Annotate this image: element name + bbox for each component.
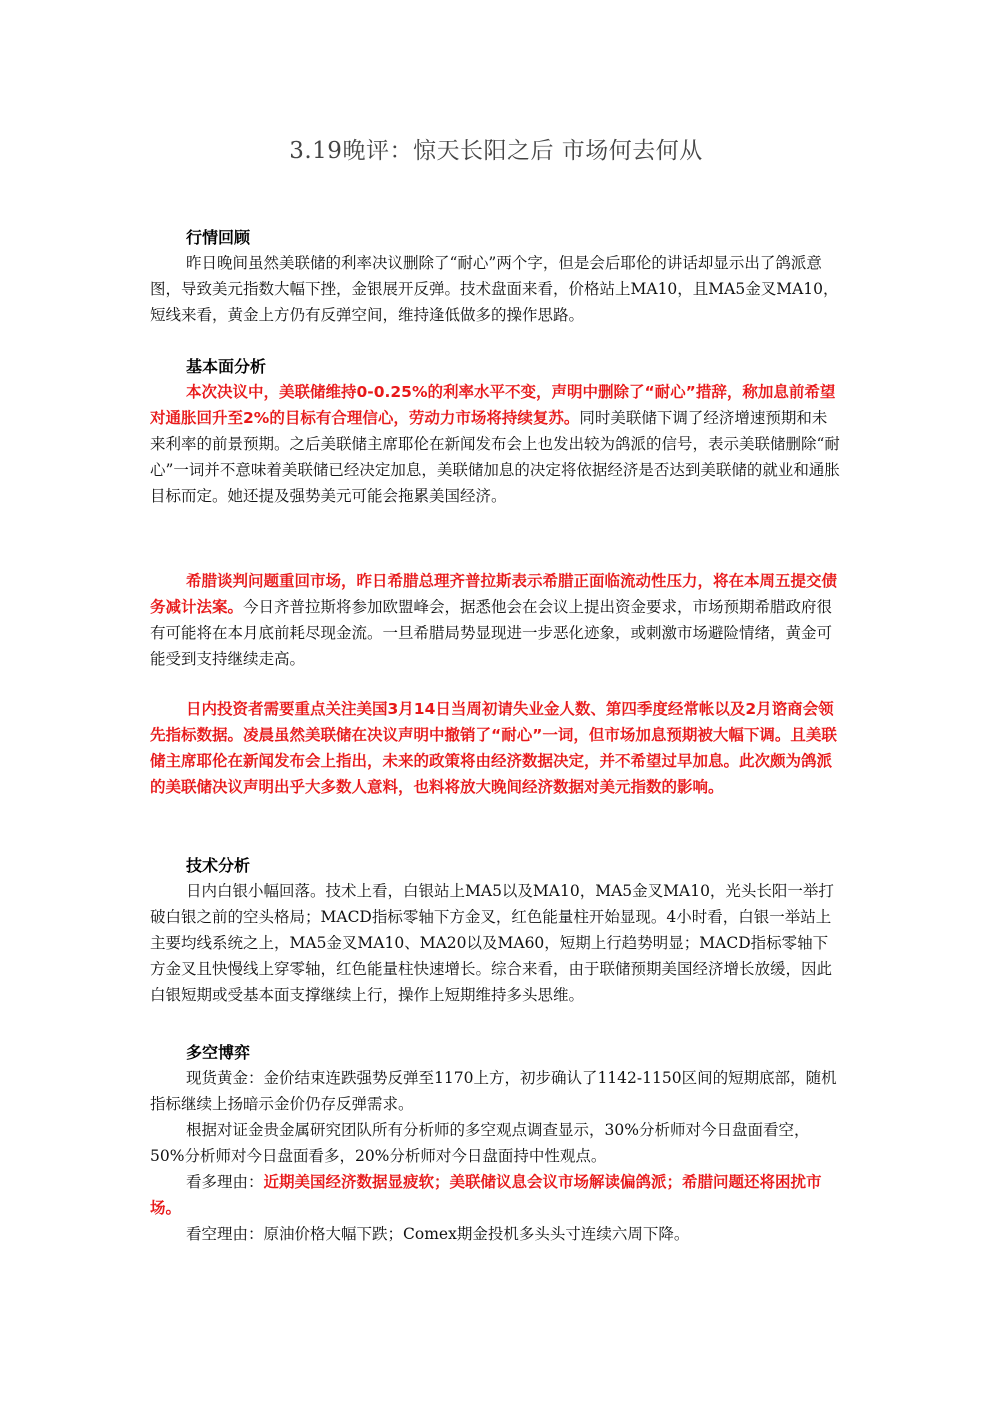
greece-section — [150, 568, 840, 672]
fundamental-paragraph-2 — [150, 568, 840, 672]
battle-section — [150, 1041, 840, 1247]
bear-label: 看空理由： — [186, 1225, 264, 1243]
bear-reason-text: 原油价格大幅下跌；Comex期金投机多头头寸连续六周下降。 — [263, 1225, 690, 1243]
fundamental-paragraph-3 — [150, 696, 840, 800]
technical-heading: 技术分析 — [186, 856, 251, 875]
market-review-text: 昨日晚间虽然美联储的利率决议删除了“耐心”两个字，但是会后耶伦的讲话却显示出了鸽派意图，导致美元指数大幅下挫，金银展开反弹。技术盘面来看，价格站上MA10，且MA5金叉MA10，短线来看，黄金上方仍有反弹空间，维持逢低做多的操作思路。 — [150, 254, 839, 324]
battle-survey-text: 根据对证金贵金属研究团队所有分析师的多空观点调查显示，30%分析师对今日盘面看空，50%分析师对今日盘面看多，20%分析师对今日盘面持中性观点。 — [150, 1121, 810, 1165]
battle-bull-reason — [150, 1169, 840, 1221]
battle-bear-reason — [150, 1221, 840, 1247]
fundamental-section — [150, 355, 840, 509]
fundamental-paragraph-1-text: 同时美联储下调了经济增速预期和未来利率的前景预期。之后美联储主席耶伦在新闻发布会上也发出较为鸽派的信号，表示美联储删除“耐心”一词并不意味着美联储已经决定加息，美联储加息的决定将依据经济是否达到美联储的就业和通胀目标而定。她还提及强势美元可能会拖累美国经济。 — [150, 409, 840, 505]
page-title: 3.19晚评：惊天长阳之后 市场何去何从 — [289, 138, 703, 164]
battle-heading: 多空博弈 — [186, 1043, 251, 1062]
technical-section — [150, 854, 840, 1008]
fundamental-paragraph-2-highlight: 希腊谈判问题重回市场，昨日希腊总理齐普拉斯表示希腊正面临流动性压力，将在本周五提交债务减计法案。 — [150, 572, 838, 616]
fundamental-paragraph-2-text: 今日齐普拉斯将参加欧盟峰会，据悉他会在会议上提出资金要求，市场预期希腊政府很有可能将在本月底前耗尽现金流。一旦希腊局势显现进一步恶化迹象，或刺激市场避险情绪，黄金可能受到支持继续走高。 — [150, 598, 833, 668]
market-review-section — [150, 226, 840, 328]
technical-text: 日内白银小幅回落。技术上看，白银站上MA5以及MA10，MA5金叉MA10，光头长阳一举打破白银之前的空头格局；MACD指标零轴下方金叉，红色能量柱开始显现。4小时看，白银一举站上主要均线系统之上，MA5金叉MA10、MA20以及MA60，短期上行趋势明显；MACD指标零轴下方金叉且快慢线上穿零轴，红色能量柱快速增长。综合来看，由于联储预期美国经济增长放缓，因此白银短期或受基本面支撑继续上行，操作上短期维持多头思维。 — [150, 882, 834, 1004]
bull-label: 看多理由： — [186, 1173, 264, 1191]
bull-reason-text: 近期美国经济数据显疲软；美联储议息会议市场解读偏鸽派；希腊问题还将困扰市场。 — [150, 1173, 822, 1217]
data-watch-section — [150, 696, 840, 800]
fundamental-paragraph-1 — [150, 379, 840, 509]
market-review-heading: 行情回顾 — [186, 228, 251, 247]
battle-spot-text: 现货黄金：金价结束连跌强势反弹至1170上方，初步确认了1142-1150区间的短期底部，随机指标继续上扬暗示金价仍存反弹需求。 — [150, 1069, 837, 1113]
fundamental-paragraph-1-highlight: 本次决议中，美联储维持0-0.25%的利率水平不变，声明中删除了“耐心”措辞，称加息前希望对通胀回升至2%的目标有合理信心，劳动力市场将持续复苏。 — [150, 383, 836, 427]
fundamental-paragraph-3-highlight: 日内投资者需要重点关注美国3月14日当周初请失业金人数、第四季度经常帐以及2月谘商会领先指标数据。凌晨虽然美联储在决议声明中撤销了“耐心”一词，但市场加息预期被大幅下调。且美联储主席耶伦在新闻发布会上指出，未来的政策将由经济数据决定，并不希望过早加息。此次颇为鸽派的美联储决议声明出乎大多数人意料，也料将放大晚间经济数据对美元指数的影响。 — [150, 700, 837, 796]
fundamental-heading: 基本面分析 — [186, 357, 267, 376]
